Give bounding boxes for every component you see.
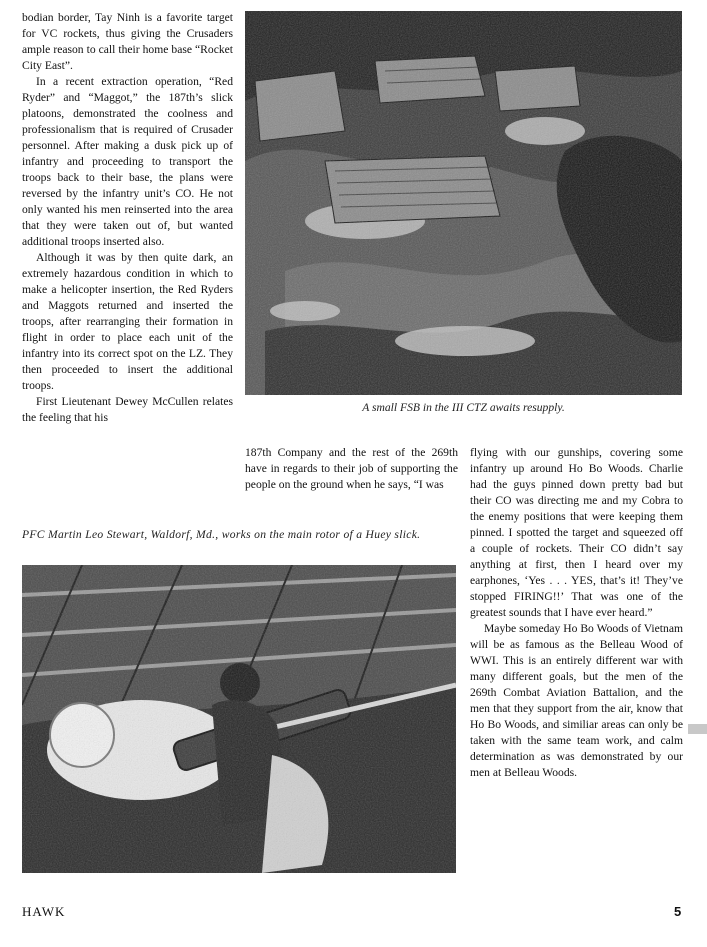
huey-photo-caption: PFC Martin Leo Stewart, Waldorf, Md., works on the main rotor of a Huey slick. — [22, 528, 421, 541]
fsb-aerial-photo — [245, 11, 682, 395]
page-number: 5 — [674, 904, 683, 919]
huey-maintenance-photo — [22, 565, 456, 873]
magazine-name: HAWK — [22, 904, 66, 919]
paragraph: First Lieutenant Dewey McCullen relates the feeling that his — [22, 395, 233, 424]
paragraph: Although it was by then quite dark, an extremely hazardous condition in which to make a helicopter insertion, the Red Ryders and Maggots returned and inserted the troops, after rearranging their formation in flight in order to place each unit of the infantry into its correct spot on the LZ. They then proceeded to insert the additional troops. — [22, 251, 233, 392]
paragraph: bodian border, Tay Ninh is a favorite target for VC rockets, thus giving the Crusaders ample reason to call their home base “Rocket City East”. — [22, 11, 233, 72]
fsb-photo-caption: A small FSB in the III CTZ awaits resupply. — [362, 401, 565, 414]
paragraph: flying with our gunships, covering some infantry up around Ho Bo Woods. Charlie had the guys pinned down pretty bad but their CO was directing me and my Cobra to the enemy positions that were keeping them pinned. I spotted the target and squeezed off a couple of rockets. Their CO didn’t say anything at first, then I heard over my earphones, ‘Yes . . . YES, that’s it! They’ve stopped FIRING!!’ That was one of the greatest sounds that I have ever heard.” — [470, 446, 683, 619]
paragraph: Maybe someday Ho Bo Woods of Vietnam will be as famous as the Belleau Wood of WWI. This is an entirely different war with many different goals, but the men of the 269th Combat Aviation Battalion, and the men that they support from the air, know that Ho Bo Woods, and similiar areas can only be taken with the same team work, and calm determination as was demonstrated by our men at Belleau Woods. — [470, 622, 683, 779]
article-column-middle — [245, 445, 458, 493]
huey-maintenance-illustration — [22, 565, 456, 873]
paragraph: 187th Company and the rest of the 269th have in regards to their job of supporting the people on the ground when he says, “I was — [245, 446, 458, 491]
article-column-left — [22, 10, 233, 426]
paragraph: In a recent extraction operation, “Red Ryder” and “Maggot,” the 187th’s slick platoons, demonstrated the coolness and professionalism that is required of Crusader personnel. After making a dusk pick up of infantry and proceeding to transport the troops back to their base, the plans were reversed by the infantry unit’s CO. He not only wanted his men reinserted into the area that they were taken out of, but wanted additional troops inserted also. — [22, 75, 233, 248]
fsb-aerial-illustration — [245, 11, 682, 395]
page-margin-tab — [688, 724, 707, 734]
article-column-right — [470, 445, 683, 781]
